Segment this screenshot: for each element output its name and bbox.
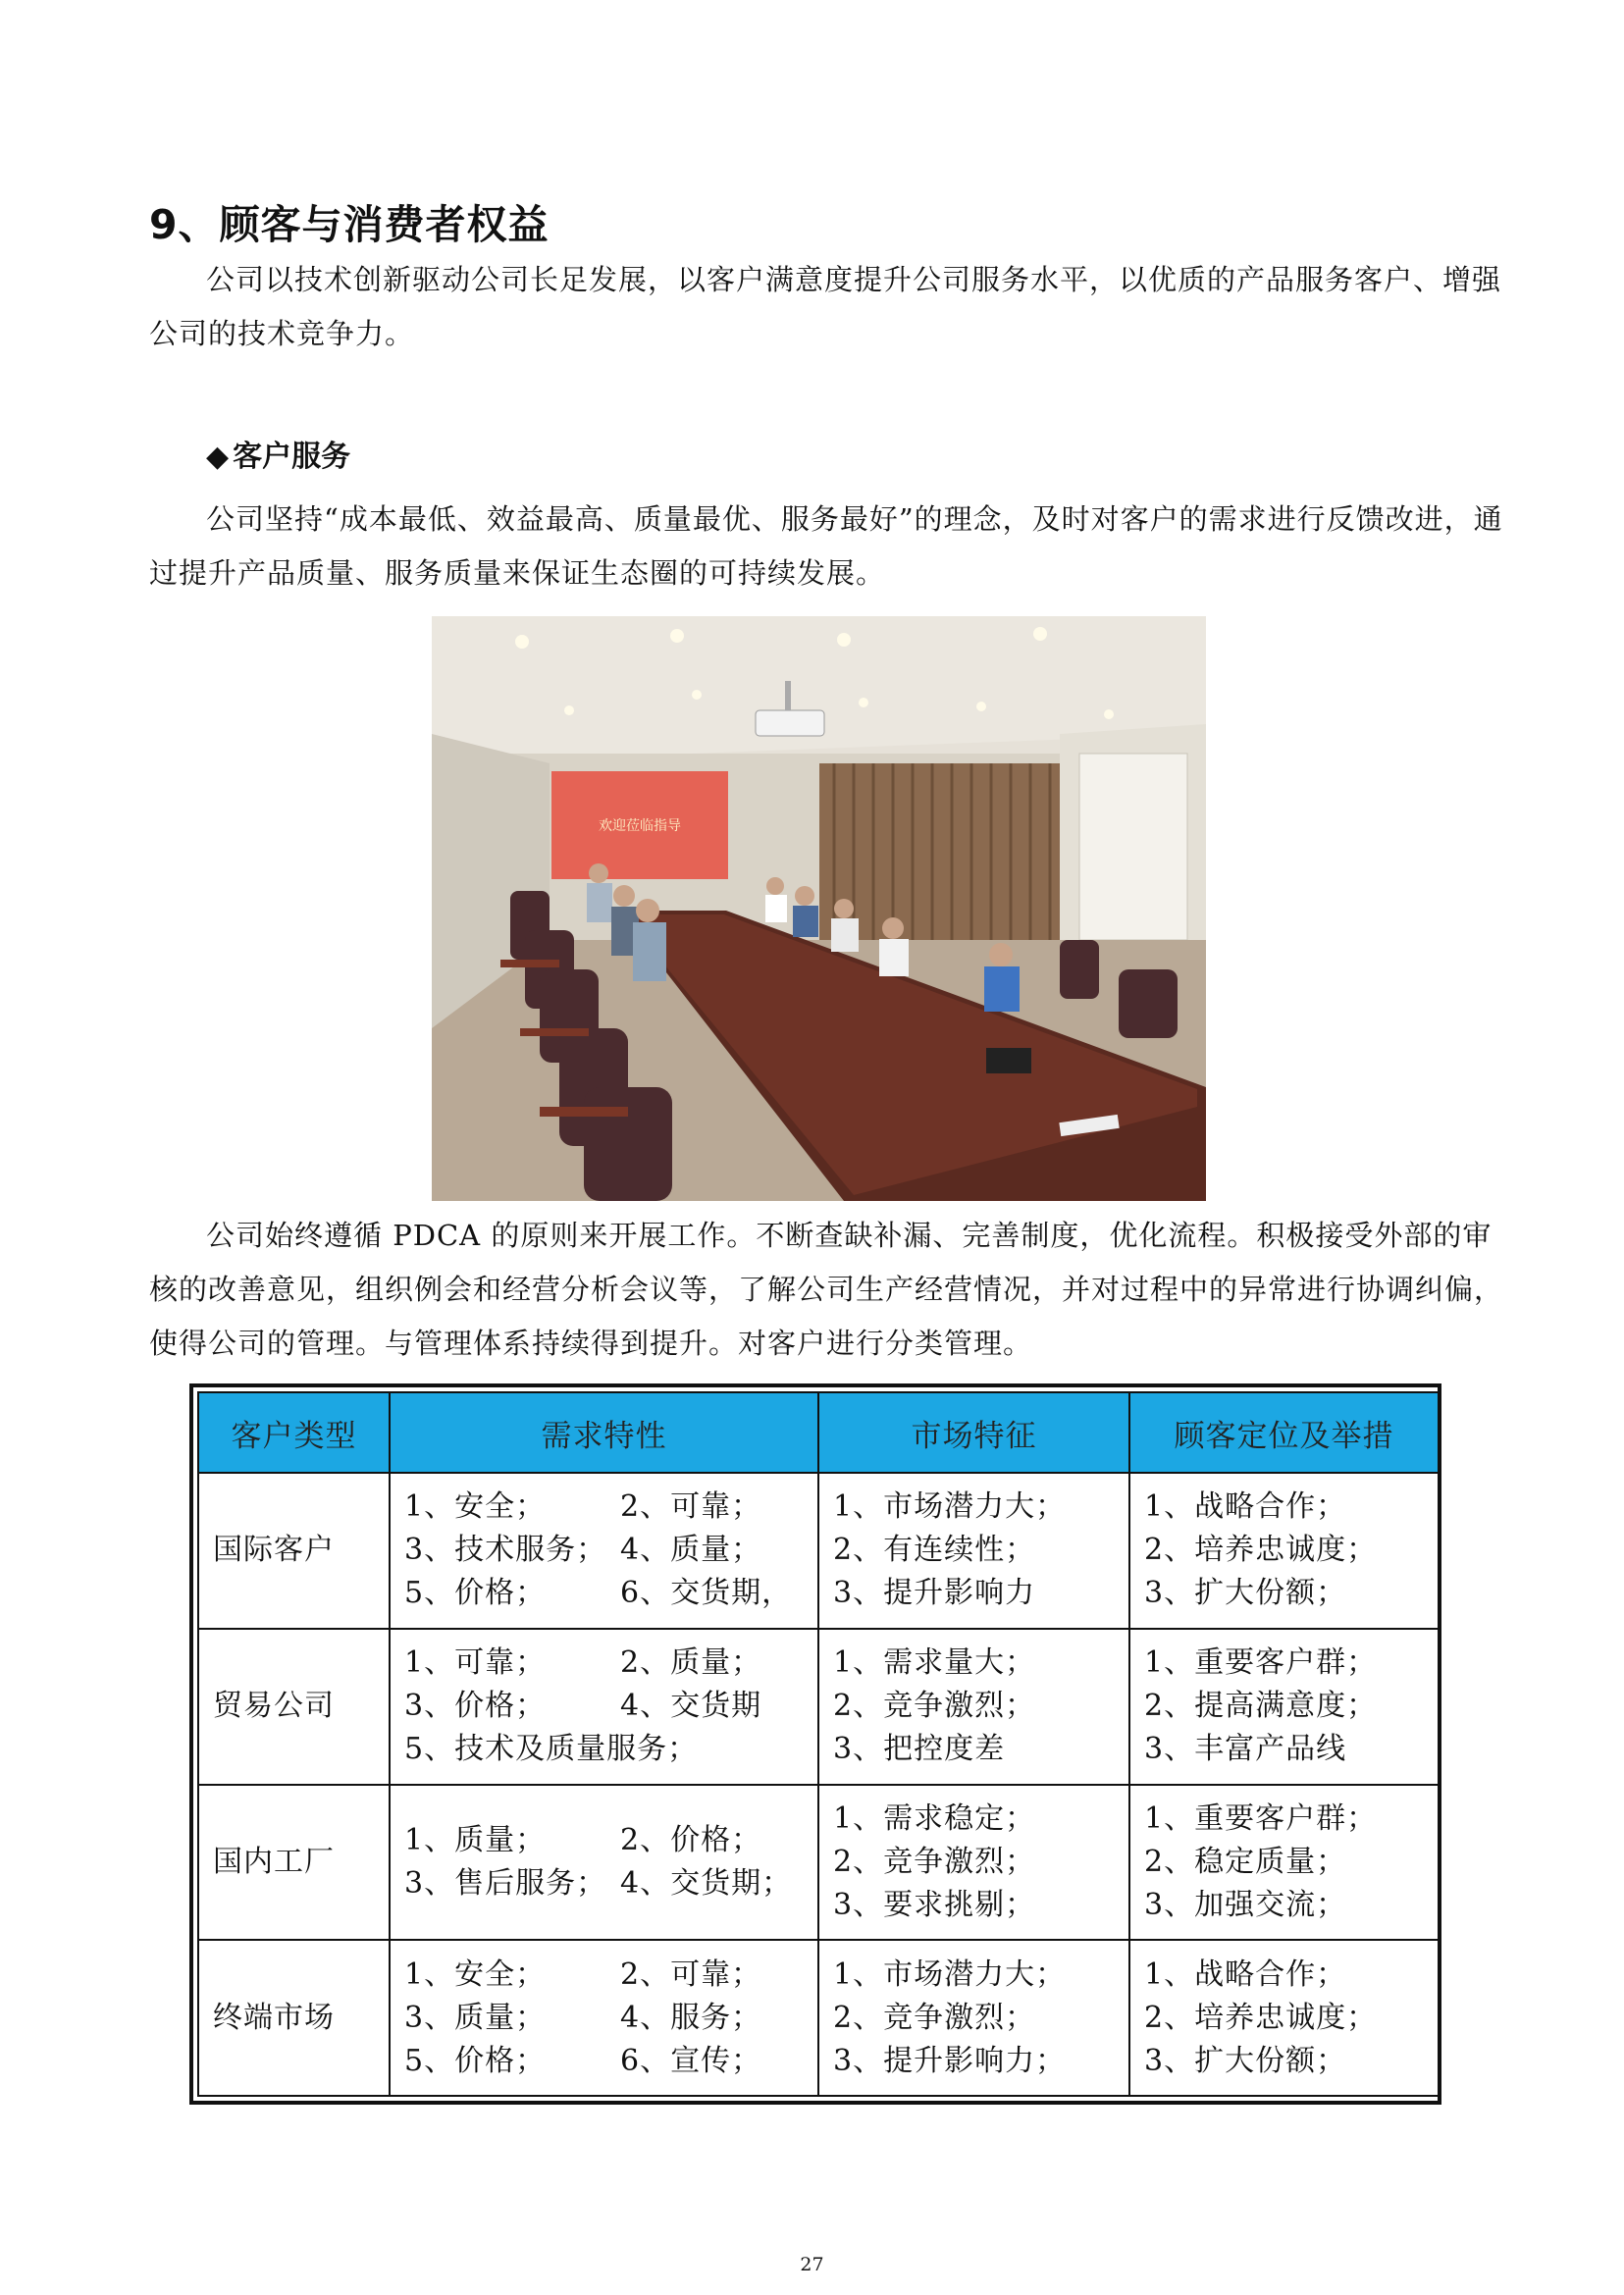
action-item: 1、战略合作； (1144, 1956, 1347, 1992)
market-cell (818, 1629, 1129, 1785)
header-market-features: 市场特征 (818, 1392, 1129, 1473)
need-item: 2、价格； (620, 1822, 762, 1857)
need-item: 2、质量； (620, 1645, 762, 1681)
action-item: 2、稳定质量； (1144, 1844, 1347, 1879)
market-cell (818, 1473, 1129, 1629)
need-item: 3、售后服务； (404, 1865, 607, 1901)
needs-cell (390, 1785, 818, 1941)
needs-cell (390, 1629, 818, 1785)
market-item: 3、把控度差 (833, 1732, 1006, 1767)
diamond-bullet-icon: ◆ (206, 440, 230, 474)
header-customer-type: 客户类型 (198, 1392, 390, 1473)
actions-cell (1129, 1473, 1439, 1629)
need-item: 1、可靠； (404, 1645, 547, 1681)
need-item: 5、技术及质量服务； (404, 1732, 699, 1767)
header-positioning-measures: 顾客定位及举措 (1129, 1392, 1439, 1473)
action-item: 3、丰富产品线 (1144, 1732, 1347, 1767)
action-item: 2、培养忠诚度； (1144, 1533, 1378, 1568)
market-item: 3、提升影响力； (833, 2043, 1067, 2078)
action-item: 3、扩大份额； (1144, 2043, 1347, 2078)
need-item: 6、交货期， (620, 1576, 793, 1611)
market-item: 1、市场潜力大； (833, 1489, 1067, 1525)
need-item: 3、质量； (404, 2000, 547, 2035)
action-item: 3、扩大份额； (1144, 1576, 1347, 1611)
market-item: 1、需求量大； (833, 1645, 1036, 1681)
header-demand-characteristics: 需求特性 (390, 1392, 818, 1473)
needs-cell (390, 1473, 818, 1629)
need-item: 5、价格； (404, 1576, 547, 1611)
needs-cell (390, 1940, 818, 2096)
need-item: 4、质量； (620, 1533, 762, 1568)
action-item: 1、战略合作； (1144, 1489, 1347, 1525)
customer-type-cell: 贸易公司 (198, 1629, 390, 1785)
need-item: 1、质量； (404, 1822, 547, 1857)
subsection-heading (206, 432, 350, 475)
customer-type-cell: 国际客户 (198, 1473, 390, 1629)
table-header-row (198, 1392, 1439, 1473)
customer-service-paragraph: 公司坚持“成本最低、效益最高、质量最优、服务最好”的理念，及时对客户的需求进行反馈改进，通过提升产品质量、服务质量来保证生态圈的可持续发展。 (149, 502, 1503, 590)
section-heading: 9、顾客与消费者权益 (149, 201, 550, 248)
action-item: 1、重要客户群； (1144, 1800, 1378, 1836)
customer-type-cell: 终端市场 (198, 1940, 390, 2096)
action-item: 1、重要客户群； (1144, 1645, 1378, 1681)
meeting-room-photo (432, 616, 1206, 1201)
market-item: 3、提升影响力 (833, 1576, 1036, 1611)
page-number: 27 (800, 2254, 824, 2275)
actions-cell (1129, 1785, 1439, 1941)
action-item: 2、提高满意度； (1144, 1689, 1378, 1724)
table-row (198, 1629, 1439, 1785)
market-item: 2、竞争激烈； (833, 2000, 1036, 2035)
need-item: 1、安全； (404, 1956, 547, 1992)
need-item: 2、可靠； (620, 1956, 762, 1992)
need-item: 3、技术服务； (404, 1533, 607, 1568)
market-cell (818, 1785, 1129, 1941)
market-item: 2、竞争激烈； (833, 1689, 1036, 1724)
market-item: 2、有连续性； (833, 1533, 1036, 1568)
table-row (198, 1785, 1439, 1941)
subsection-title: 客户服务 (233, 440, 351, 474)
market-item: 2、竞争激烈； (833, 1844, 1036, 1879)
need-item: 3、价格； (404, 1689, 547, 1724)
actions-cell (1129, 1940, 1439, 2096)
need-item: 4、服务； (620, 2000, 762, 2035)
action-item: 2、培养忠诚度； (1144, 2000, 1378, 2035)
table-row (198, 1940, 1439, 2096)
table-row (198, 1473, 1439, 1629)
market-item: 1、市场潜力大； (833, 1956, 1067, 1992)
action-item: 3、加强交流； (1144, 1887, 1347, 1922)
customer-type-cell: 国内工厂 (198, 1785, 390, 1941)
need-item: 6、宣传； (620, 2043, 762, 2078)
screen-caption: 欢迎莅临指导 (599, 818, 681, 834)
customer-classification-table (189, 1383, 1441, 2105)
market-cell (818, 1940, 1129, 2096)
need-item: 2、可靠； (620, 1489, 762, 1525)
need-item: 4、交货期 (620, 1689, 762, 1724)
need-item: 4、交货期； (620, 1865, 793, 1901)
pdca-paragraph: 公司始终遵循 PDCA 的原则来开展工作。不断查缺补漏、完善制度，优化流程。积极接受外部的审核的改善意见，组织例会和经营分析会议等，了解公司生产经营情况，并对过程中的异常进行协调纠偏，使得公司的管理。与管理体系持续得到提升。对客户进行分类管理。 (149, 1219, 1504, 1360)
need-item: 1、安全； (404, 1489, 547, 1525)
market-item: 1、需求稳定； (833, 1800, 1036, 1836)
need-item: 5、价格； (404, 2043, 547, 2078)
intro-paragraph: 公司以技术创新驱动公司长足发展，以客户满意度提升公司服务水平，以优质的产品服务客户、增强公司的技术竞争力。 (149, 263, 1502, 350)
actions-cell (1129, 1629, 1439, 1785)
classification-table (197, 1391, 1440, 2097)
market-item: 3、要求挑剔； (833, 1887, 1036, 1922)
